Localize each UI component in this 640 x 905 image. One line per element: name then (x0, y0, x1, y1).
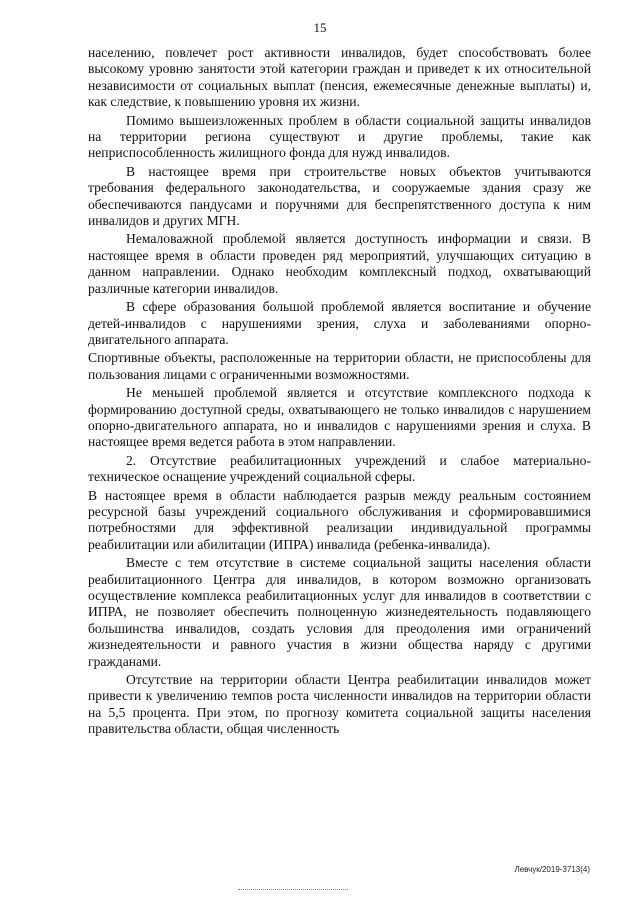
paragraph-10: Вместе с тем отсутствие в системе социальной защиты населения области реабилитационного Центра для инвалидов, в котором возможно организовать осуществление комплекса реабилитационных услуг для инвалидов в соответствии с ИПРА, не позволяет обеспечить полноценную жизнедеятельность подавляющего большинства инвалидов, создать условия для преодоления ими ограничений жизнедеятельности и равного участия в жизни общества наряду с другими гражданами. (88, 555, 591, 669)
paragraph-7: Не меньшей проблемой является и отсутствие комплексного подхода к формированию доступной среды, охватывающего не только инвалидов с нарушением опорно-двигательного аппарата, но и инвалидов с нарушениями зрения и слуха. В настоящее время ведется работа в этом направлении. (88, 385, 591, 450)
paragraph-1: населению, повлечет рост активности инвалидов, будет способствовать более высокому уровню занятости этой категории граждан и приведет к их относительной независимости от социальных выплат (пенсия, ежемесячные денежные выплаты) и, как следствие, к повышению уровня их жизни. (88, 45, 591, 110)
paragraph-2: Помимо вышеизложенных проблем в области социальной защиты инвалидов на территории региона существуют и другие проблемы, такие как неприспособленность жилищного фонда для нужд инвалидов. (88, 112, 591, 161)
paragraph-11: Отсутствие на территории области Центра реабилитации инвалидов может привести к увеличению темпов роста численности инвалидов на территории области на 5,5 процента. При этом, по прогнозу комитета социальной защиты населения правительства области, общая численность (88, 672, 591, 737)
paragraph-4: Немаловажной проблемой является доступность информации и связи. В настоящее время в области проведен ряд мероприятий, улучшающих ситуацию в данном направлении. Однако необходим комплексный подход, охватывающий различные категории инвалидов. (88, 231, 591, 296)
paragraph-8-heading: 2. Отсутствие реабилитационных учреждений и слабое материально-техническое оснащение учреждений социальной сферы. (88, 452, 591, 485)
paragraph-3: В настоящее время при строительстве новых объектов учитываются требования федерального законодательства, и сооружаемые здания сразу же обеспечиваются пандусами и поручнями для беспрепятственного доступа к ним инвалидов и других МГН. (88, 163, 591, 229)
paragraph-6: Спортивные объекты, расположенные на территории области, не приспособлены для пользования лицами с ограниченными возможностями. (88, 350, 591, 382)
page-number: 15 (313, 20, 327, 35)
document-body (88, 45, 591, 740)
document-code: Левчук/2019-3713(4) (514, 865, 590, 874)
paragraph-5: В сфере образования большой проблемой является воспитание и обучение детей-инвалидов с нарушениями зрения, слуха и заболеваниями опорно-двигательного аппарата. (88, 299, 591, 347)
scan-artifact-line (238, 889, 348, 890)
paragraph-9: В настоящее время в области наблюдается разрыв между реальным состоянием ресурсной базы учреждений социального обслуживания и сформировавшимися потребностями для эффективной реализации индивидуальной программы реабилитации или абилитации (ИПРА) инвалида (ребенка-инвалида). (88, 487, 591, 552)
